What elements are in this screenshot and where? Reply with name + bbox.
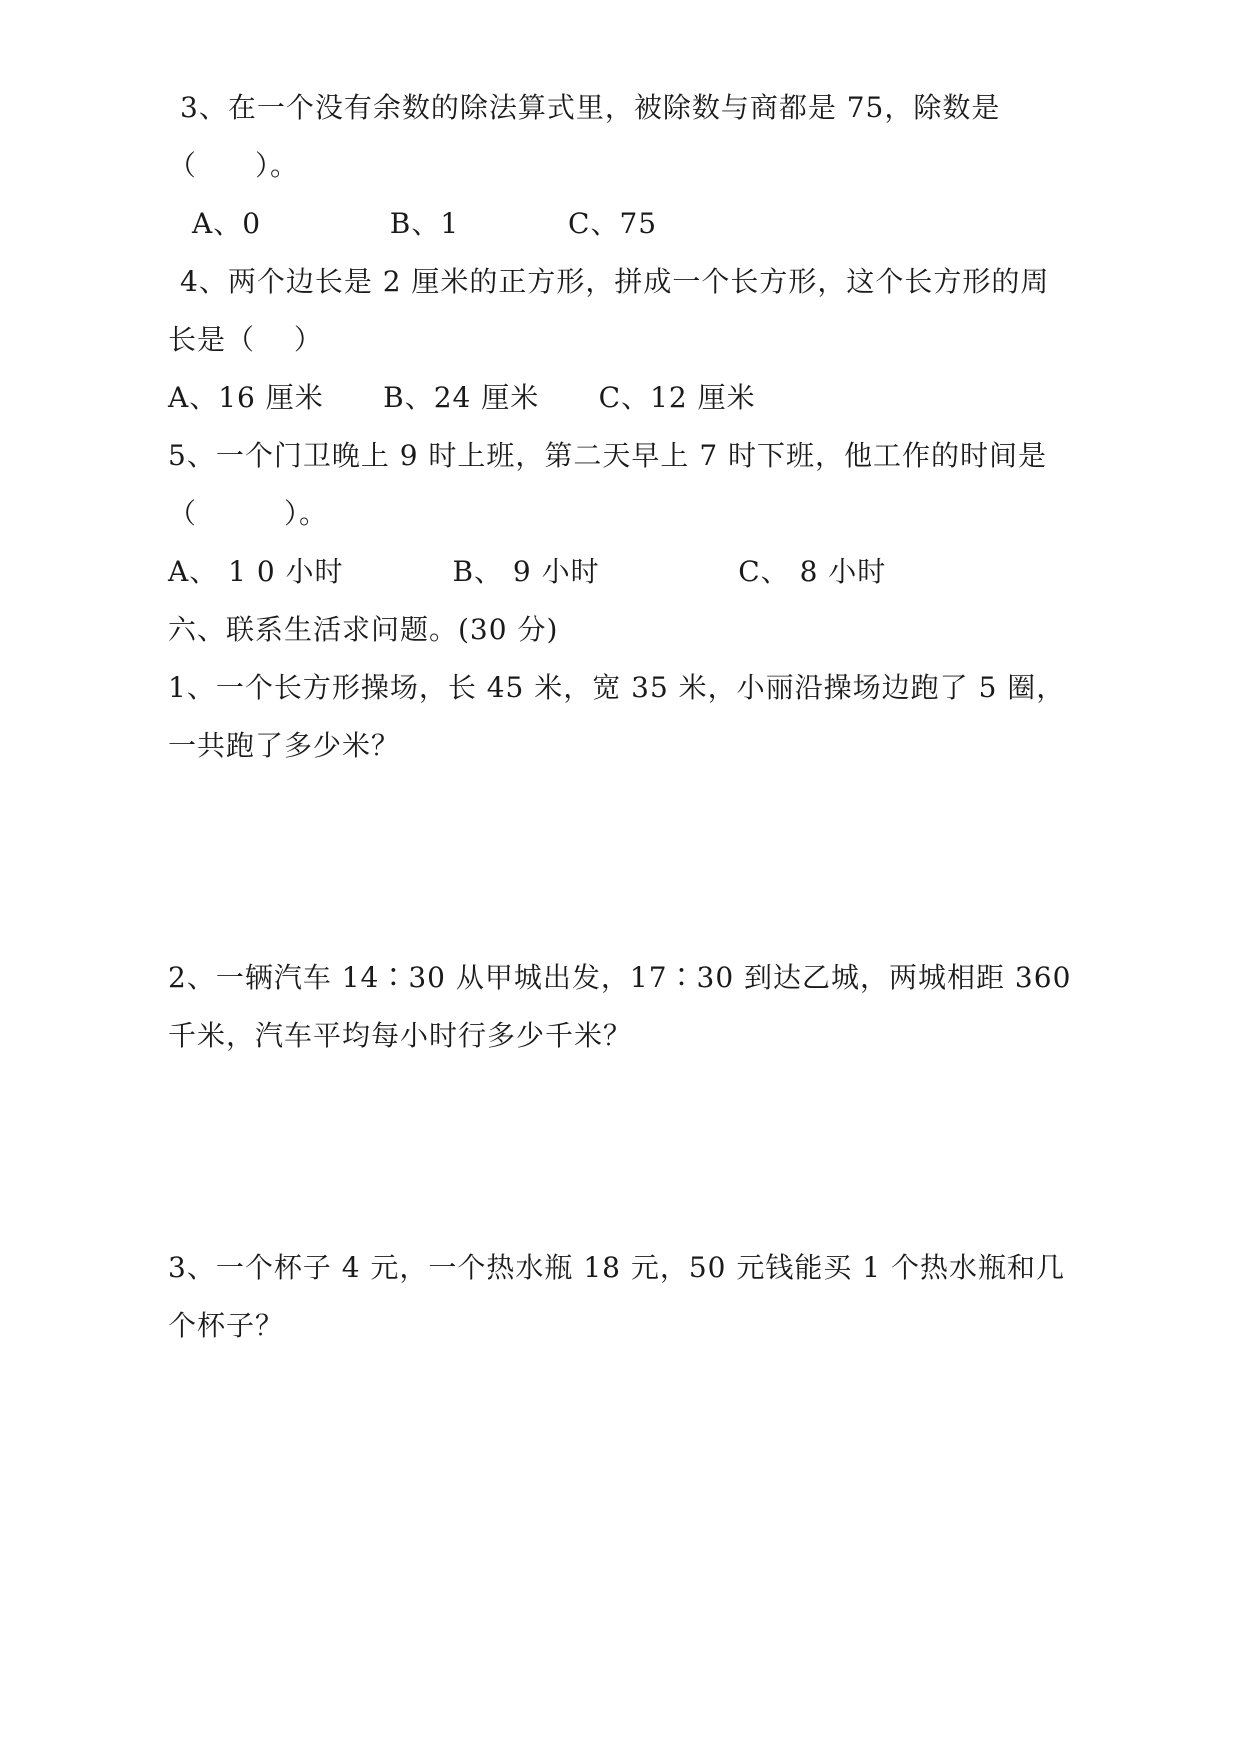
q3-line2: （ ）。 xyxy=(168,149,300,182)
q5-line1: 5、一个门卫晚上 9 时上班，第二天早上 7 时下班，他工作的时间是 xyxy=(168,439,1048,472)
q4-line1: 4、两个边长是 2 厘米的正方形，拼成一个长方形，这个长方形的周 xyxy=(180,265,1050,298)
q4-options: A、16 厘米 B、24 厘米 C、12 厘米 xyxy=(168,381,756,414)
q3-line1: 3、在一个没有余数的除法算式里，被除数与商都是 75，除数是 xyxy=(180,91,1001,124)
q3-options: A、0 B、1 C、75 xyxy=(192,207,658,240)
problem3-line2: 个杯子？ xyxy=(168,1309,285,1342)
problem2-line2: 千米，汽车平均每小时行多少千米？ xyxy=(168,1019,633,1052)
q4-line2: 长是（ ） xyxy=(168,323,323,356)
q5-options: A、 1 0 小时 B、 9 小时 C、 8 小时 xyxy=(168,555,887,588)
problem1-line2: 一共跑了多少米？ xyxy=(168,729,401,762)
problem2-line1: 2、一辆汽车 14∶30 从甲城出发，17∶30 到达乙城，两城相距 360 xyxy=(168,961,1072,994)
q5-line2: （ ）。 xyxy=(168,497,329,530)
section6-heading: 六、联系生活求问题。(30 分) xyxy=(168,613,559,646)
problem3-line1: 3、一个杯子 4 元，一个热水瓶 18 元，50 元钱能买 1 个热水瓶和几 xyxy=(168,1251,1066,1284)
problem1-line1: 1、一个长方形操场，长 45 米，宽 35 米，小丽沿操场边跑了 5 圈， xyxy=(168,671,1066,704)
